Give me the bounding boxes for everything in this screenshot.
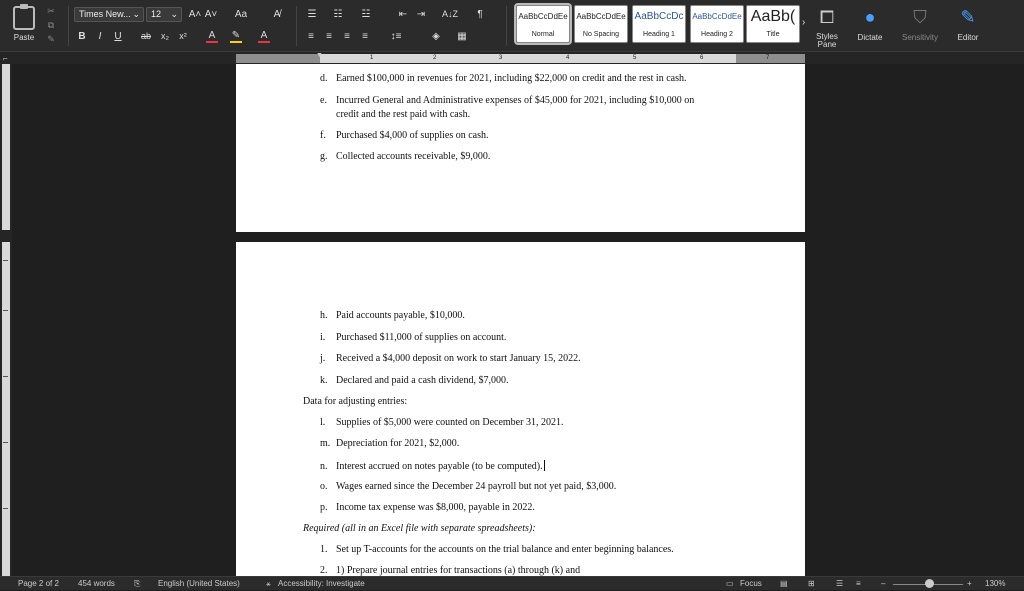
ruler-left-margin: [236, 54, 320, 63]
web-layout-icon[interactable]: ⊞: [808, 579, 815, 588]
chevron-down-icon: ⌄: [170, 9, 178, 19]
styles-gallery: [516, 5, 806, 45]
list-item-continuation: credit and the rest paid with cash.: [336, 109, 471, 120]
paste-button[interactable]: [6, 4, 42, 48]
change-case-button[interactable]: Aa: [234, 9, 248, 20]
status-bar: [0, 576, 1024, 590]
zoom-level[interactable]: 130%: [985, 579, 1006, 588]
list-item: i. Purchased $11,000 of supplies on account.: [320, 332, 507, 343]
dictate-button[interactable]: ● Dictate: [852, 4, 888, 48]
align-right-icon[interactable]: ≡: [344, 31, 350, 42]
vruler-tick: [3, 442, 8, 443]
vruler-tick: [3, 310, 8, 311]
borders-icon[interactable]: ▦: [457, 31, 467, 42]
ruler-number: 3: [499, 55, 503, 61]
ruler-number: 2: [433, 55, 437, 61]
grow-font-button[interactable]: A˄: [188, 9, 202, 20]
show-formatting-button[interactable]: ¶: [477, 9, 483, 20]
styles-pane-button[interactable]: ⧠ Styles Pane: [812, 4, 842, 48]
document-page-1[interactable]: [236, 64, 805, 232]
highlight-color-button[interactable]: ✎: [231, 30, 241, 41]
align-left-icon[interactable]: ≡: [308, 31, 314, 42]
subscript-button[interactable]: x₂: [161, 31, 169, 41]
list-item: 1. Set up T-accounts for the accounts on the trial balance and enter beginning balances.: [320, 544, 674, 555]
shrink-font-button[interactable]: A˅: [204, 9, 218, 20]
increase-indent-icon[interactable]: ⇥: [416, 9, 426, 20]
vertical-ruler[interactable]: [0, 64, 12, 576]
list-item: p. Income tax expense was $8,000, payable in 2022.: [320, 502, 535, 513]
bullets-icon[interactable]: ☰: [307, 9, 317, 20]
paste-label: Paste: [13, 33, 35, 42]
bold-button[interactable]: B: [78, 31, 86, 42]
ruler-right-margin: [736, 54, 805, 63]
zoom-in-icon[interactable]: +: [967, 579, 972, 588]
clipboard-tools: [44, 4, 58, 48]
microphone-icon: ●: [864, 7, 876, 27]
focus-icon: ▭: [726, 579, 734, 588]
zoom-out-icon[interactable]: –: [881, 579, 886, 588]
focus-button[interactable]: Focus: [740, 579, 762, 588]
font-size-select[interactable]: 12 ⌄: [146, 7, 182, 22]
text-cursor: [544, 460, 545, 471]
editor-pen-icon: ✎: [960, 7, 976, 27]
sensitivity-icon: ⛉: [913, 7, 927, 27]
align-center-icon[interactable]: ≡: [326, 31, 332, 42]
copy-icon[interactable]: ⧉: [47, 20, 55, 30]
list-item: d. Earned $100,000 in revenues for 2021, including $22,000 on credit and the rest in cash.: [320, 73, 687, 84]
sensitivity-button[interactable]: ⛉ Sensitivity: [896, 4, 944, 48]
vruler-tick: [3, 508, 8, 509]
ruler-number: 7: [766, 55, 770, 61]
tab-selector-icon[interactable]: ⌐: [3, 54, 8, 63]
zoom-slider-handle[interactable]: [925, 579, 934, 588]
list-item: m. Depreciation for 2021, $2,000.: [320, 438, 460, 449]
style-heading-1[interactable]: AaBbCcDc Heading 1: [632, 5, 686, 43]
horizontal-ruler[interactable]: [0, 52, 1024, 64]
clear-formatting-icon[interactable]: A̸: [273, 9, 281, 20]
accessibility-status[interactable]: Accessibility: Investigate: [278, 579, 365, 588]
editor-button[interactable]: ✎ Editor: [950, 4, 986, 48]
list-item: k. Declared and paid a cash dividend, $7,000.: [320, 375, 509, 386]
justify-icon[interactable]: ≡: [362, 31, 368, 42]
outline-view-icon[interactable]: ☰: [836, 579, 844, 588]
language[interactable]: English (United States): [158, 579, 240, 588]
style-no-spacing[interactable]: AaBbCcDdEe No Spacing: [574, 5, 628, 43]
vruler-tick: [3, 260, 8, 261]
list-item: h. Paid accounts payable, $10,000.: [320, 310, 465, 321]
list-item: e. Incurred General and Administrative expenses of $45,000 for 2021, including $10,000 on: [320, 95, 695, 106]
clipboard-icon: [13, 6, 35, 30]
divider: [506, 6, 507, 46]
chevron-down-icon: ⌄: [132, 9, 140, 19]
document-page-2[interactable]: [236, 242, 805, 576]
cut-icon[interactable]: ✂: [47, 6, 55, 16]
print-layout-icon[interactable]: ▤: [780, 579, 788, 588]
divider: [296, 6, 297, 46]
ribbon: [0, 0, 1024, 52]
decrease-indent-icon[interactable]: ⇤: [398, 9, 408, 20]
list-item: g. Collected accounts receivable, $9,000.: [320, 151, 491, 162]
indent-marker-icon[interactable]: ▼: [316, 52, 323, 59]
ruler-number: 4: [566, 55, 570, 61]
vruler-page1: [2, 64, 10, 230]
list-item: 2. 1) Prepare journal entries for transactions (a) through (k) and: [320, 565, 581, 576]
multilevel-list-icon[interactable]: ☳: [361, 9, 371, 20]
style-title[interactable]: AaBb( Title: [746, 5, 800, 43]
superscript-button[interactable]: x²: [179, 31, 187, 41]
numbering-icon[interactable]: ☷: [333, 9, 343, 20]
adjusting-heading: Data for adjusting entries:: [303, 396, 408, 407]
italic-button[interactable]: I: [98, 31, 102, 42]
divider: [68, 6, 69, 46]
vruler-page2: [2, 242, 10, 576]
font-name-select[interactable]: Times New... ⌄: [74, 7, 144, 22]
ruler-number: 6: [700, 55, 704, 61]
style-normal[interactable]: AaBbCcDdEe Normal: [516, 5, 570, 43]
font-color-button[interactable]: A: [258, 30, 270, 43]
style-heading-2[interactable]: AaBbCcDdEe Heading 2: [690, 5, 744, 43]
list-item: l. Supplies of $5,000 were counted on December 31, 2021.: [320, 417, 564, 428]
chevron-right-icon[interactable]: ›: [802, 17, 806, 28]
word-count[interactable]: 454 words: [78, 579, 115, 588]
format-painter-icon[interactable]: ✎: [47, 34, 55, 44]
shading-icon[interactable]: ◈: [432, 31, 440, 42]
vruler-tick: [3, 376, 8, 377]
sort-button[interactable]: A↓Z: [441, 9, 458, 19]
required-heading: Required (all in an Excel file with separate spreadsheets):: [303, 523, 536, 534]
proofing-icon[interactable]: ⎘: [134, 579, 141, 588]
strikethrough-button[interactable]: ab: [140, 31, 151, 41]
ruler-number: 5: [633, 55, 637, 61]
ruler-number: 1: [370, 55, 374, 61]
accessibility-icon: ⚹: [266, 579, 271, 588]
list-item: n. Interest accrued on notes payable (to be computed).: [320, 461, 543, 472]
draft-view-icon[interactable]: ≡: [856, 579, 861, 588]
text-effects-button[interactable]: A: [206, 30, 218, 43]
list-item: f. Purchased $4,000 of supplies on cash.: [320, 130, 489, 141]
page-count[interactable]: Page 2 of 2: [18, 579, 59, 588]
styles-pane-icon: ⧠: [819, 7, 835, 27]
line-spacing-icon[interactable]: ↕≡: [390, 31, 402, 42]
list-item: o. Wages earned since the December 24 payroll but not yet paid, $3,000.: [320, 481, 617, 492]
underline-button[interactable]: U: [114, 31, 122, 42]
list-item: j. Received a $4,000 deposit on work to start January 15, 2022.: [320, 353, 581, 364]
